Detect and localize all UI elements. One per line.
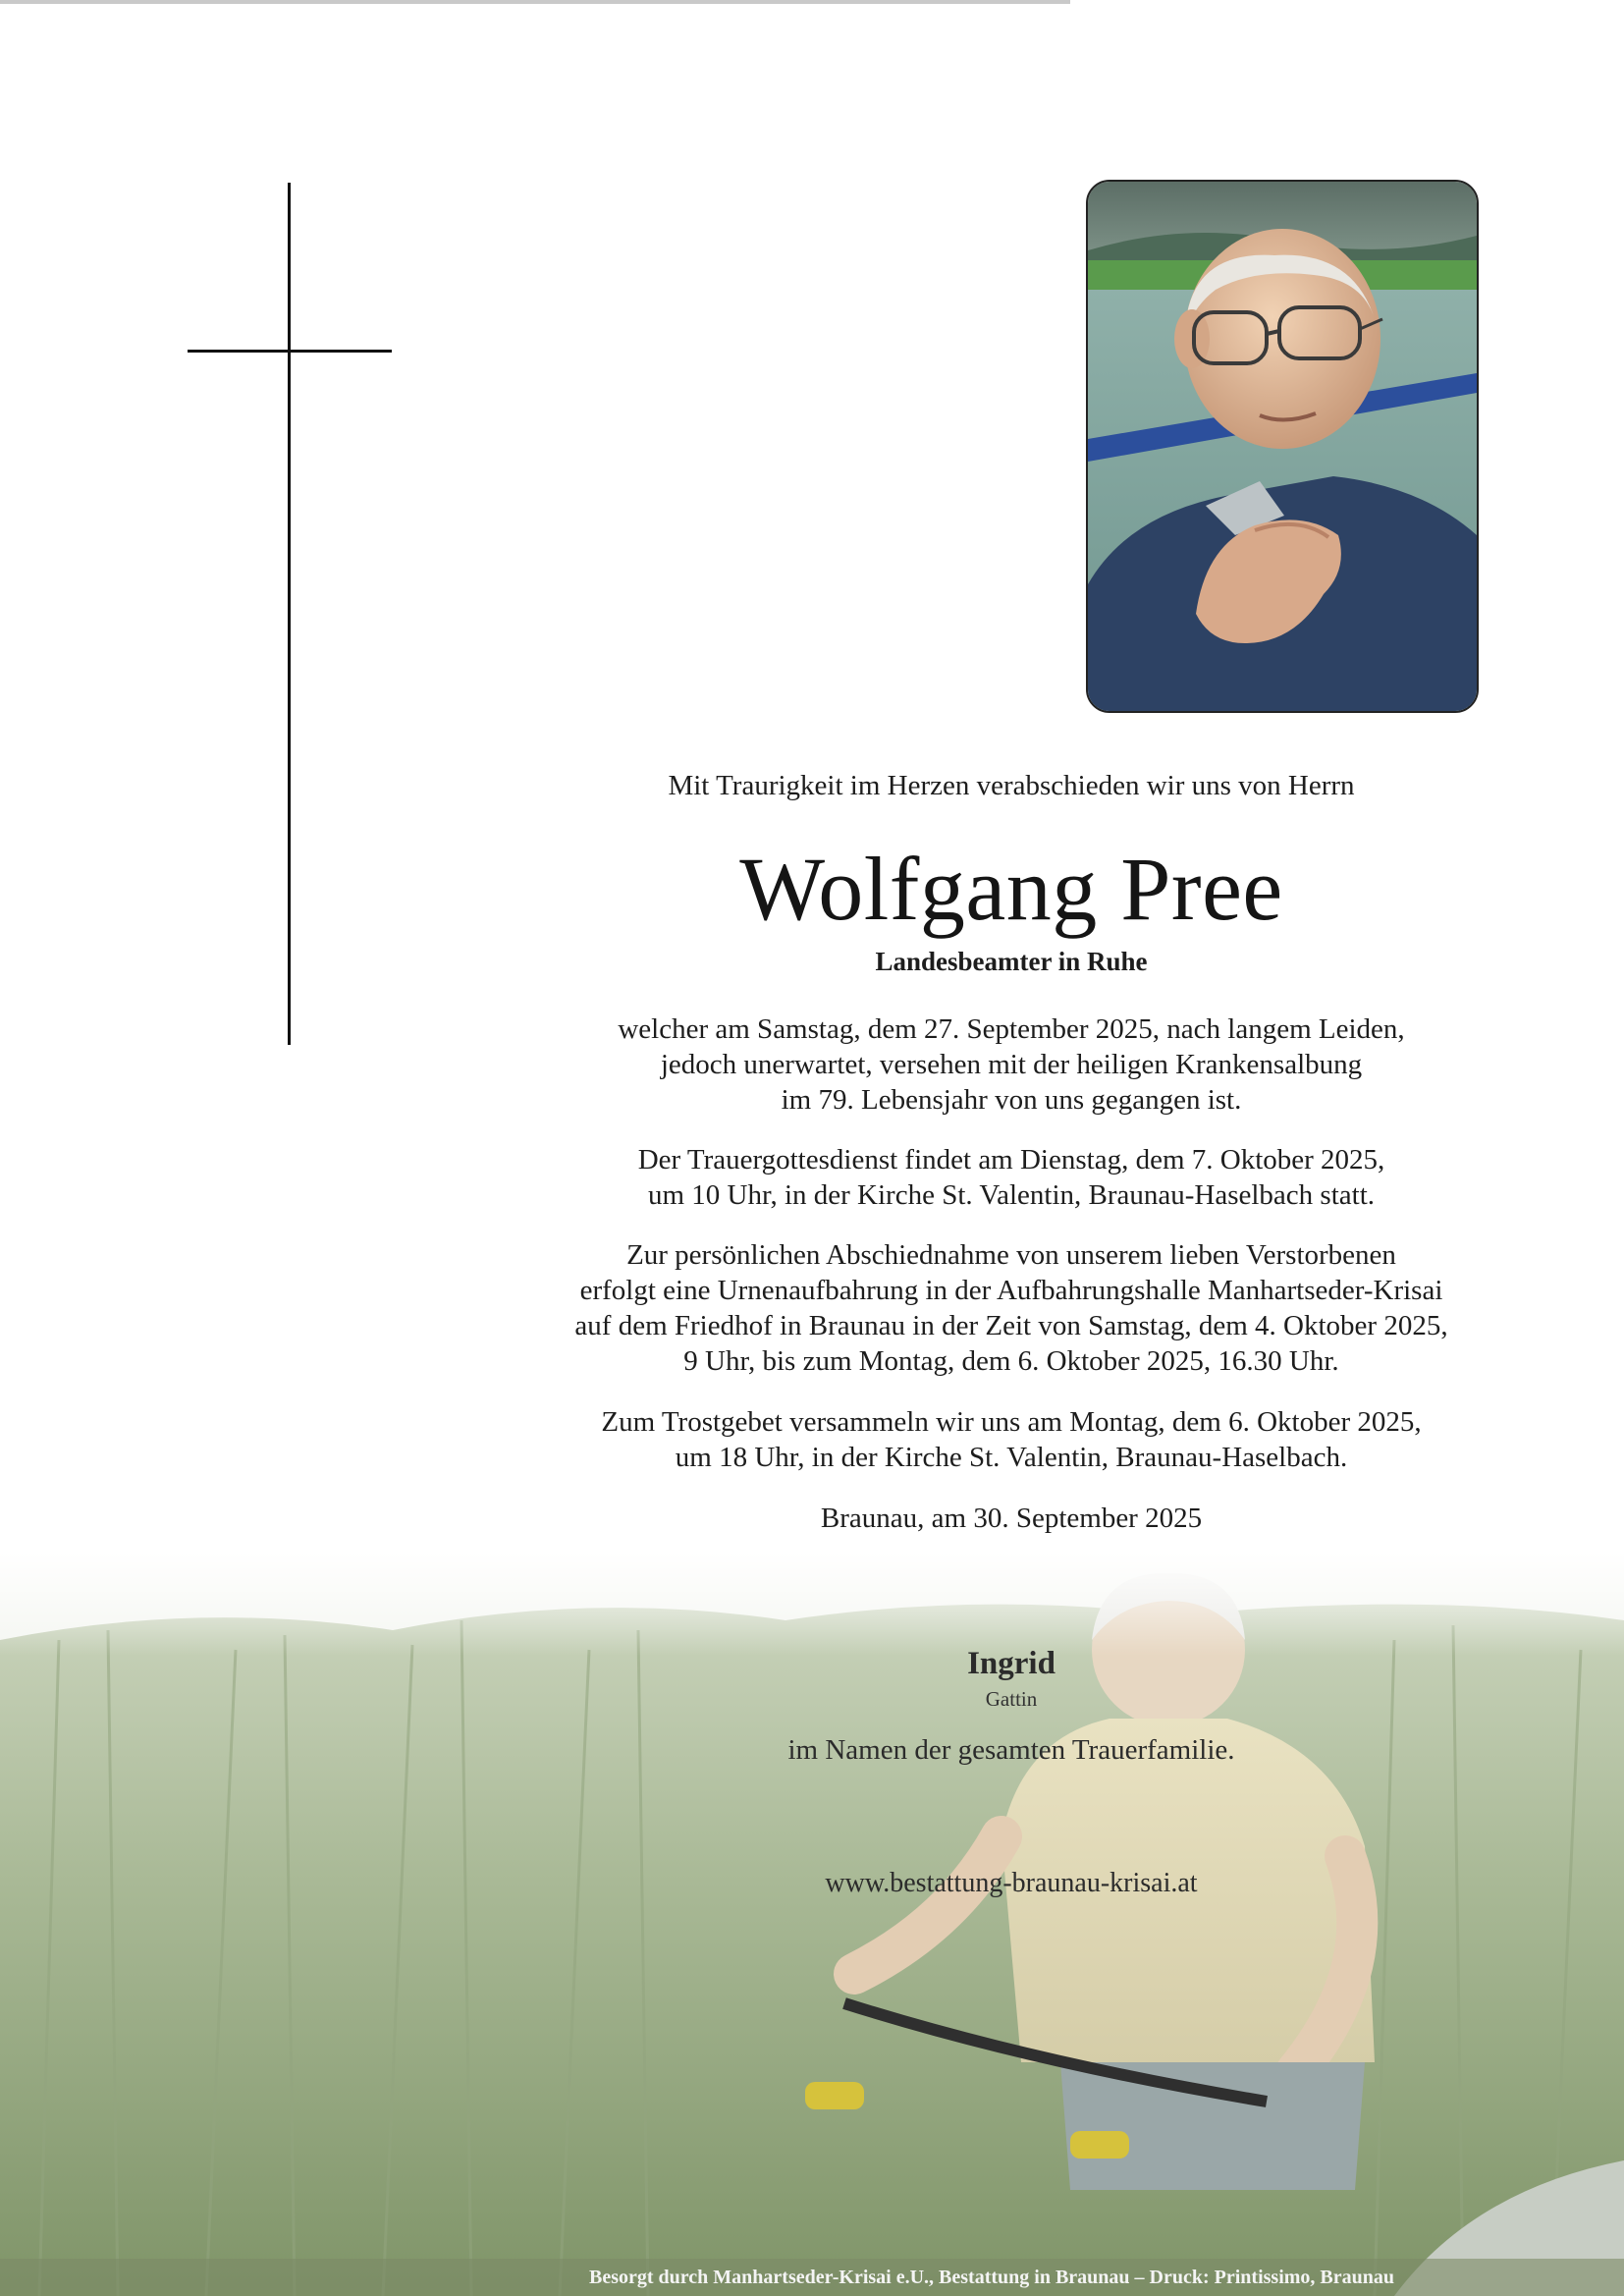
cross-vertical-bar xyxy=(288,183,291,1045)
background-photo xyxy=(0,1552,1624,2296)
place-date: Braunau, am 30. September 2025 xyxy=(820,1503,1203,1534)
family-line: im Namen der gesamten Trauerfamilie. xyxy=(787,1734,1235,1766)
portrait-photo xyxy=(1086,180,1479,713)
scan-edge-line xyxy=(0,0,1070,4)
footer-credits: Besorgt durch Manhartseder-Krisai e.U., Bestattung in Braunau – Druck: Printissimo, Braunau xyxy=(588,2267,1395,2288)
text-line: jedoch unerwartet, versehen mit der heiligen Krankensalbung xyxy=(660,1049,1363,1080)
announcement-paragraph xyxy=(373,1011,1624,1118)
text-line: um 18 Uhr, in der Kirche St. Valentin, Braunau-Haselbach. xyxy=(675,1442,1348,1473)
text-line: Zur persönlichen Abschiednahme von unserem lieben Verstorbenen xyxy=(626,1239,1396,1271)
mourner-role: Gattin xyxy=(985,1687,1038,1711)
intro-text: Mit Traurigkeit im Herzen verabschieden wir uns von Herrn xyxy=(668,770,1355,801)
mourner-name: Ingrid xyxy=(967,1646,1056,1681)
prayer-paragraph xyxy=(373,1404,1624,1475)
text-line: erfolgt eine Urnenaufbahrung in der Aufbahrungshalle Manhartseder-Krisai xyxy=(579,1275,1443,1306)
portrait-illustration xyxy=(1088,182,1477,711)
text-line: 9 Uhr, bis zum Montag, dem 6. Oktober 2025, 16.30 Uhr. xyxy=(683,1345,1339,1377)
text-line: Der Trauergottesdienst findet am Dienstag, dem 7. Oktober 2025, xyxy=(637,1144,1385,1175)
text-line: um 10 Uhr, in der Kirche St. Valentin, Braunau-Haselbach statt. xyxy=(647,1179,1376,1211)
text-line: welcher am Samstag, dem 27. September 2025, nach langem Leiden, xyxy=(618,1013,1405,1045)
farewell-paragraph xyxy=(373,1237,1624,1379)
deceased-title: Landesbeamter in Ruhe xyxy=(875,947,1148,976)
funeral-service-paragraph xyxy=(373,1142,1624,1213)
text-line: Zum Trostgebet versammeln wir uns am Montag, dem 6. Oktober 2025, xyxy=(601,1406,1422,1438)
background-illustration xyxy=(0,1552,1624,2296)
text-line: im 79. Lebensjahr von uns gegangen ist. xyxy=(781,1084,1242,1116)
cross-horizontal-bar xyxy=(188,350,392,353)
text-line: auf dem Friedhof in Braunau in der Zeit von Samstag, dem 4. Oktober 2025, xyxy=(574,1310,1448,1341)
website-link[interactable]: www.bestattung-braunau-krisai.at xyxy=(825,1868,1198,1898)
deceased-name: Wolfgang Pree xyxy=(739,839,1283,939)
